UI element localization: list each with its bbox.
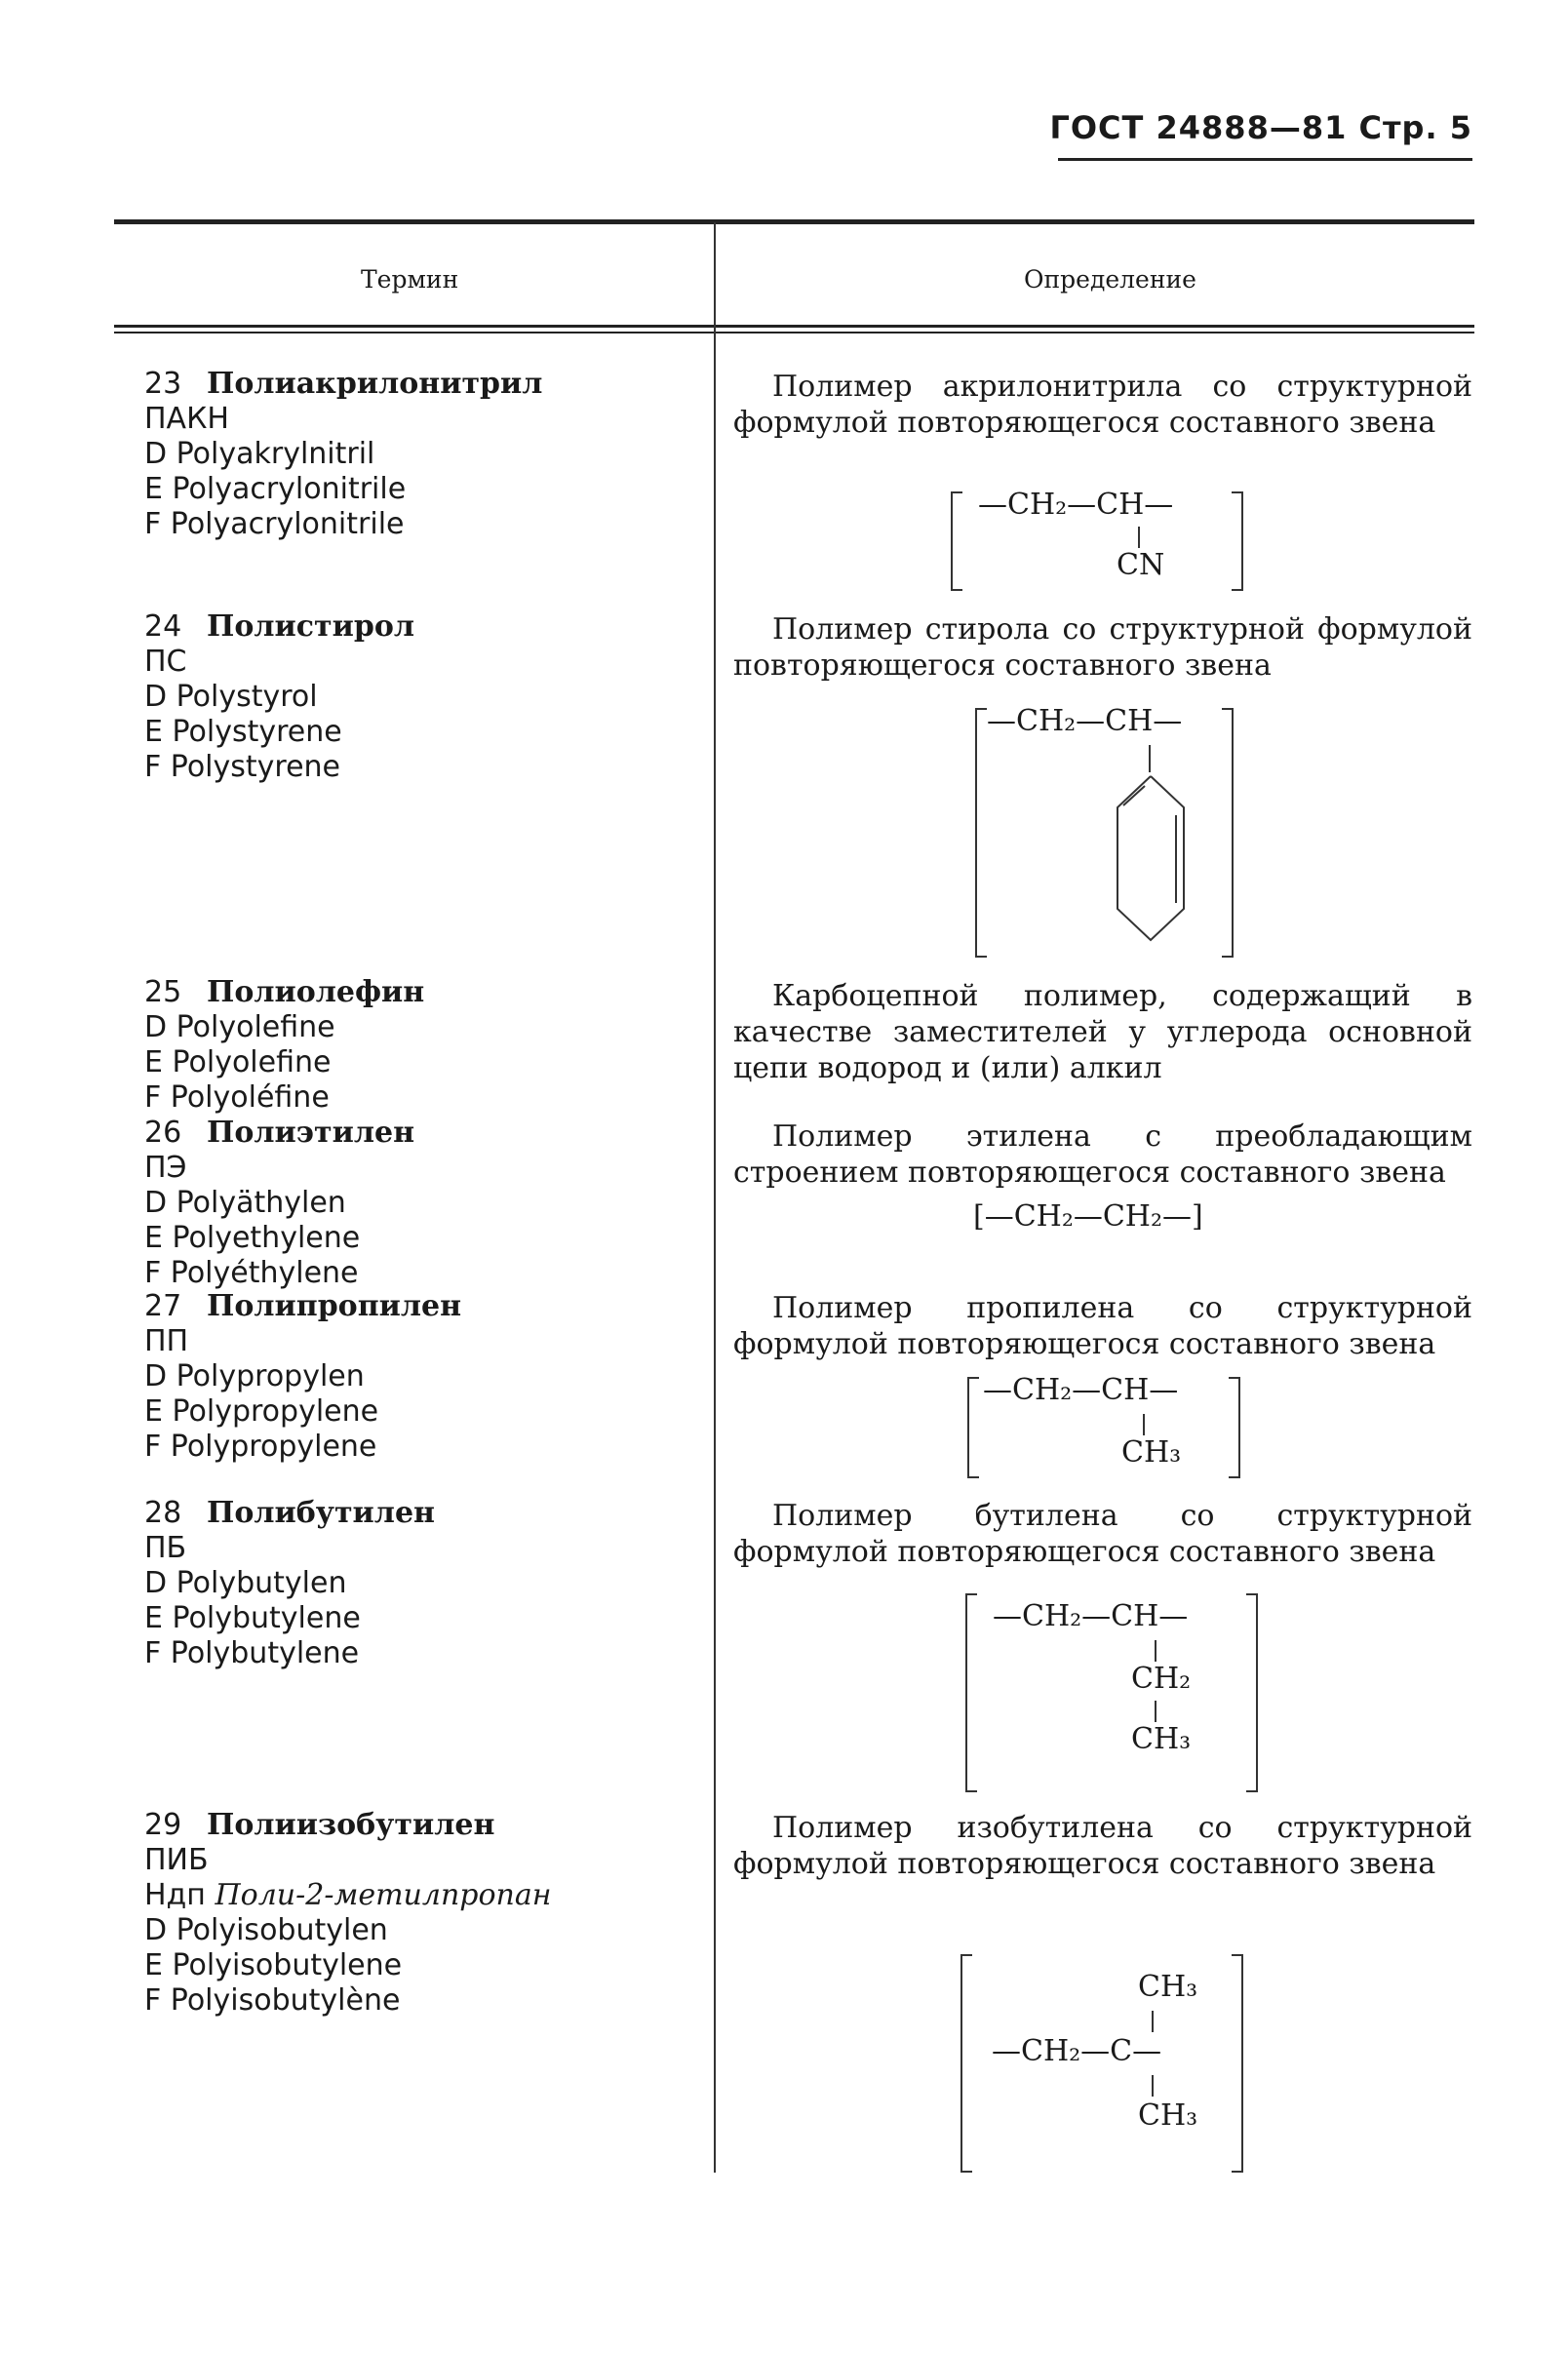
formula-bracket-right [1229,1377,1240,1478]
term-foreign-en: E Polyethylene [144,1221,361,1255]
formula-bond [1143,1414,1145,1435]
term-abbreviation: ПС [144,645,187,679]
formula-main-chain: —CH₂—CH— [993,1599,1189,1633]
rejected-term: Поли-2-метилпропан [215,1878,552,1912]
structural-formula-28 [965,1589,1258,1794]
term-entry-26 [144,1116,414,1291]
column-divider [714,222,716,2173]
term-rejected-synonym [144,1878,552,1913]
term-foreign-en: E Polybutylene [144,1601,361,1635]
term-entry-27 [144,1289,461,1465]
term-foreign-en: E Polypropylene [144,1394,379,1429]
column-header-term: Термин [361,265,459,294]
formula-substituent: CH₃ [1121,1435,1182,1470]
formula-main-chain: [—CH₂—CH₂—] [973,1199,1203,1234]
term-entry-25 [144,975,424,1116]
formula-bond-bottom [1152,2075,1154,2097]
formula-bond-top [1152,2011,1154,2032]
term-abbreviation: ПАКН [144,402,229,436]
term-abbreviation: ПП [144,1324,189,1358]
term-foreign-de: D Polyäthylen [144,1186,346,1220]
formula-substituent-1: CH₂ [1131,1662,1192,1696]
term-foreign-en: E Polyisobutylene [144,1948,403,1982]
formula-main-chain: —CH₂—CH— [987,704,1183,738]
formula-bracket-right [1232,1954,1243,2173]
term-foreign-fr: F Polypropylene [144,1430,377,1464]
formula-bracket-right [1222,708,1234,958]
term-number: 28 [144,1496,182,1530]
formula-bracket-left [975,708,987,958]
column-header-definition: Определение [1024,265,1196,294]
formula-top-substituent: CH₃ [1138,1970,1198,2004]
term-foreign-fr: F Polystyrene [144,750,341,784]
definition-25: Карбоцепной полимер, содержащий в качестве заместителей у углерода основной цепи водород и (или) алкил [733,979,1472,1085]
formula-main-chain: —CH₂—CH— [983,1373,1179,1407]
term-entry-29 [144,1808,552,2019]
formula-bottom-substituent: CH₃ [1138,2098,1198,2133]
term-foreign-fr: F Polyisobutylène [144,1983,401,2018]
structural-formula-26 [973,1199,1266,1238]
term-foreign-en: E Polyolefine [144,1045,332,1079]
rejected-label: Ндп [144,1878,206,1912]
term-number: 24 [144,609,182,644]
term-foreign-de: D Polypropylen [144,1359,365,1393]
term-foreign-fr: F Polyoléfine [144,1080,330,1115]
formula-bracket-left [967,1377,979,1478]
definition-26: Полимер этилена с преобладающим строением повторяющегося составного звена [733,1119,1472,1190]
term-abbreviation: ПЭ [144,1151,187,1185]
definition-27: Полимер пропилена со структурной формулой повторяющегося составного звена [733,1291,1472,1361]
term-name: Полистирол [207,609,414,644]
formula-substituent: CN [1117,548,1165,582]
term-foreign-de: D Polyolefine [144,1010,335,1044]
benzene-ring [1112,772,1190,948]
structural-formula-23 [951,488,1243,595]
formula-main-chain: —CH₂—CH— [978,488,1174,522]
term-entry-23 [144,367,542,542]
header-rule [1058,158,1472,161]
term-entry-28 [144,1496,435,1671]
term-foreign-de: D Polyakrylnitril [144,437,375,471]
term-number: 26 [144,1116,182,1150]
term-number: 23 [144,367,182,401]
formula-bracket-right [1232,491,1243,591]
formula-bond [1149,745,1151,772]
formula-main-chain: —CH₂—C— [992,2034,1162,2068]
term-name: Полиизобутилен [207,1808,495,1842]
page-header: ГОСТ 24888—81 Стр. 5 [1049,109,1472,146]
table-header-rule [114,325,1474,328]
term-number: 29 [144,1808,182,1842]
term-foreign-en: E Polyacrylonitrile [144,472,407,506]
formula-bracket-left [965,1593,977,1792]
definition-24: Полимер стирола со структурной формулой повторяющегося составного звена [733,612,1472,683]
term-entry-24 [144,609,414,785]
term-number: 27 [144,1289,182,1323]
formula-bond-2 [1155,1701,1156,1722]
term-abbreviation: ПИБ [144,1843,209,1877]
table-top-rule [114,219,1474,224]
term-abbreviation: ПБ [144,1531,187,1565]
term-number: 25 [144,975,182,1009]
formula-bond [1138,527,1140,548]
term-foreign-fr: F Polyéthylene [144,1256,359,1290]
structural-formula-29 [960,1950,1243,2175]
term-name: Полиолефин [207,975,425,1009]
term-name: Полибутилен [207,1496,435,1530]
table-header-rule-2 [114,332,1474,333]
structural-formula-24 [975,704,1234,960]
formula-substituent-2: CH₃ [1131,1722,1192,1756]
definition-28: Полимер бутилена со структурной формулой повторяющегося составного звена [733,1499,1472,1569]
formula-bracket-right [1246,1593,1258,1792]
term-name: Полиэтилен [207,1116,415,1150]
formula-bond [1155,1640,1156,1662]
structural-formula-27 [967,1373,1240,1480]
term-name: Полипропилен [207,1289,462,1323]
term-name: Полиакрилонитрил [207,367,543,401]
definition-23: Полимер акрилонитрила со структурной формулой повторяющегося составного звена [733,370,1472,440]
term-foreign-de: D Polyisobutylen [144,1913,388,1947]
term-foreign-de: D Polystyrol [144,680,318,714]
term-foreign-en: E Polystyrene [144,715,342,749]
term-foreign-fr: F Polybutylene [144,1636,360,1670]
definition-29: Полимер изобутилена со структурной формулой повторяющегося составного звена [733,1811,1472,1881]
formula-bracket-left [951,491,962,591]
formula-bracket-left [960,1954,972,2173]
term-foreign-fr: F Polyacrylonitrile [144,507,405,541]
term-foreign-de: D Polybutylen [144,1566,347,1600]
